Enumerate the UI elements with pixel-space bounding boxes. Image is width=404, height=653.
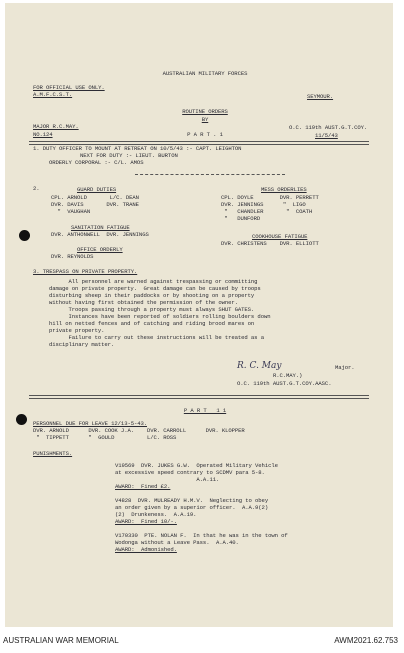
punishment-award: AWARD: Fined £2.	[115, 483, 171, 490]
punishment-line: V170330 PTE. NOLAN F. In that he was in the town of	[115, 532, 288, 539]
section2-number: 2.	[33, 185, 40, 192]
part2-divider	[29, 395, 369, 399]
order-date: 11/5/43	[315, 132, 338, 139]
document-page	[5, 3, 393, 627]
punishment-award: AWARD: Fined 10/-.	[115, 518, 177, 525]
archive-reference: AWM2021.62.753	[334, 636, 398, 645]
guard-row: " VAUGHAN	[51, 208, 91, 215]
section3-line: without having first obtained the permission of the owner.	[49, 299, 238, 306]
issuing-officer: MAJOR R.C.MAY.	[33, 123, 79, 130]
signature-name: R.C.MAY.)	[273, 372, 303, 379]
leave-row: " TIPPETT " GOULD L/C. ROSS	[33, 434, 177, 441]
guard-duties-title: GUARD DUTIES	[77, 186, 117, 193]
part-1-heading: P A R T . 1	[187, 131, 223, 138]
archive-name: AUSTRALIAN WAR MEMORIAL	[3, 636, 119, 645]
cookhouse-fatigue-title: COOKHOUSE FATIGUE	[252, 233, 308, 240]
punishment-line: at excessive speed contrary to SCDMV para 5-8.	[115, 469, 265, 476]
section1-divider	[135, 174, 285, 175]
handwritten-signature: R. C. May	[237, 361, 282, 371]
section3-line: Instances have been reported of soldiers rolling boulders down	[49, 313, 271, 320]
punch-hole-top	[19, 230, 30, 241]
mess-row: CPL. DOYLE DVR. PERRETT	[221, 194, 319, 201]
section3-line: damage on private property. Great damage can be caused by troops	[49, 285, 261, 292]
punishment-line: V19569 DVR. JUKES G.W. Operated Military Vehicle	[115, 462, 278, 469]
next-duty-line: NEXT FOR DUTY :- LIEUT. BURTON	[80, 152, 178, 159]
section3-line: private property.	[49, 327, 105, 334]
part-2-heading: P A R T 1 1	[183, 407, 227, 414]
office-orderly-title: OFFICE ORDERLY	[77, 246, 123, 253]
section3-line: disturbing sheep in their paddocks or by shooting on a property	[49, 292, 255, 299]
leave-row: DVR. ARNOLD DVR. COOK J.A. DVR. CARROLL DVR. KLOPPER	[33, 427, 245, 434]
section3-line: Failure to carry out these instructions will be treated as a	[49, 334, 264, 341]
routine-orders-by: BY	[201, 116, 209, 123]
punishment-line: an order given by a superior officer. A.A.9(2)	[115, 504, 269, 511]
mess-row: " DUNFORD	[221, 215, 261, 222]
classification: FOR OFFICIAL USE ONLY.	[33, 84, 105, 91]
document-title: AUSTRALIAN MILITARY FORCES	[162, 70, 248, 77]
section3-line: Troops passing through a property must always SHUT GATES.	[49, 306, 255, 313]
punishment-line: (2) Drunkeness. A.A.19.	[115, 511, 197, 518]
mess-row: DVR. JENNINGS " LIGO	[221, 201, 306, 208]
duty-officer-line: 1. DUTY OFFICER TO MOUNT AT RETREAT ON 10/5/43 :- CAPT. LEIGHTON	[33, 145, 242, 152]
punishment-line: Wodonga without a Leave Pass. A.A.40.	[115, 539, 239, 546]
orderly-corporal-line: ORDERLY CORPORAL :- C/L. AMOS	[49, 159, 144, 166]
signature-rank: Major.	[335, 364, 355, 371]
signature-title: O.C. 119th AUST.G.T.COY.AASC.	[237, 380, 332, 387]
order-number: NO.124	[33, 131, 53, 138]
punch-hole-bottom	[16, 414, 27, 425]
punishment-award: AWARD: Admonished.	[115, 546, 177, 553]
mess-orderlies-title: MESS ORDERLIES	[261, 186, 307, 193]
cookhouse-row: DVR. CHRISTENS DVR. ELLIOTT	[221, 240, 319, 247]
section3-heading: 3. TRESPASS ON PRIVATE PROPERTY.	[33, 268, 138, 275]
leave-heading: PERSONNEL DUE FOR LEAVE 12/13-5-43.	[33, 420, 147, 427]
sanitation-fatigue-title: SANITATION FATIGUE	[71, 224, 130, 231]
guard-row: DVR. DAVIS DVR. TRANE	[51, 201, 139, 208]
section3-line: All personnel are warned against trespassing or committing	[49, 278, 258, 285]
punishment-line: A.A.11.	[115, 476, 220, 483]
archive-footer	[0, 630, 404, 653]
location: SEYMOUR.	[307, 93, 334, 100]
mess-row: " CHANDLER " COATH	[221, 208, 313, 215]
punishments-label: PUNISHMENTS.	[33, 450, 73, 457]
guard-row: CPL. ARNOLD L/C. DEAN	[51, 194, 139, 201]
section3-line: disciplinary matter.	[49, 341, 115, 348]
unit-title: O.C. 119th AUST.G.T.COY.	[289, 124, 368, 131]
sanitation-row: DVR. ANTHONWELL DVR. JENNINGS	[51, 231, 149, 238]
punishment-line: V4828 DVR. MULREADY H.M.V. Neglecting to obey	[115, 497, 269, 504]
office-row: DVR. REYNOLDS	[51, 253, 94, 260]
routine-orders: ROUTINE ORDERS	[182, 108, 228, 115]
section3-line: hill on netted fences and of catching and riding brood mares on	[49, 320, 255, 327]
classification-sub: A.M.F.C.S.T.	[33, 91, 73, 98]
